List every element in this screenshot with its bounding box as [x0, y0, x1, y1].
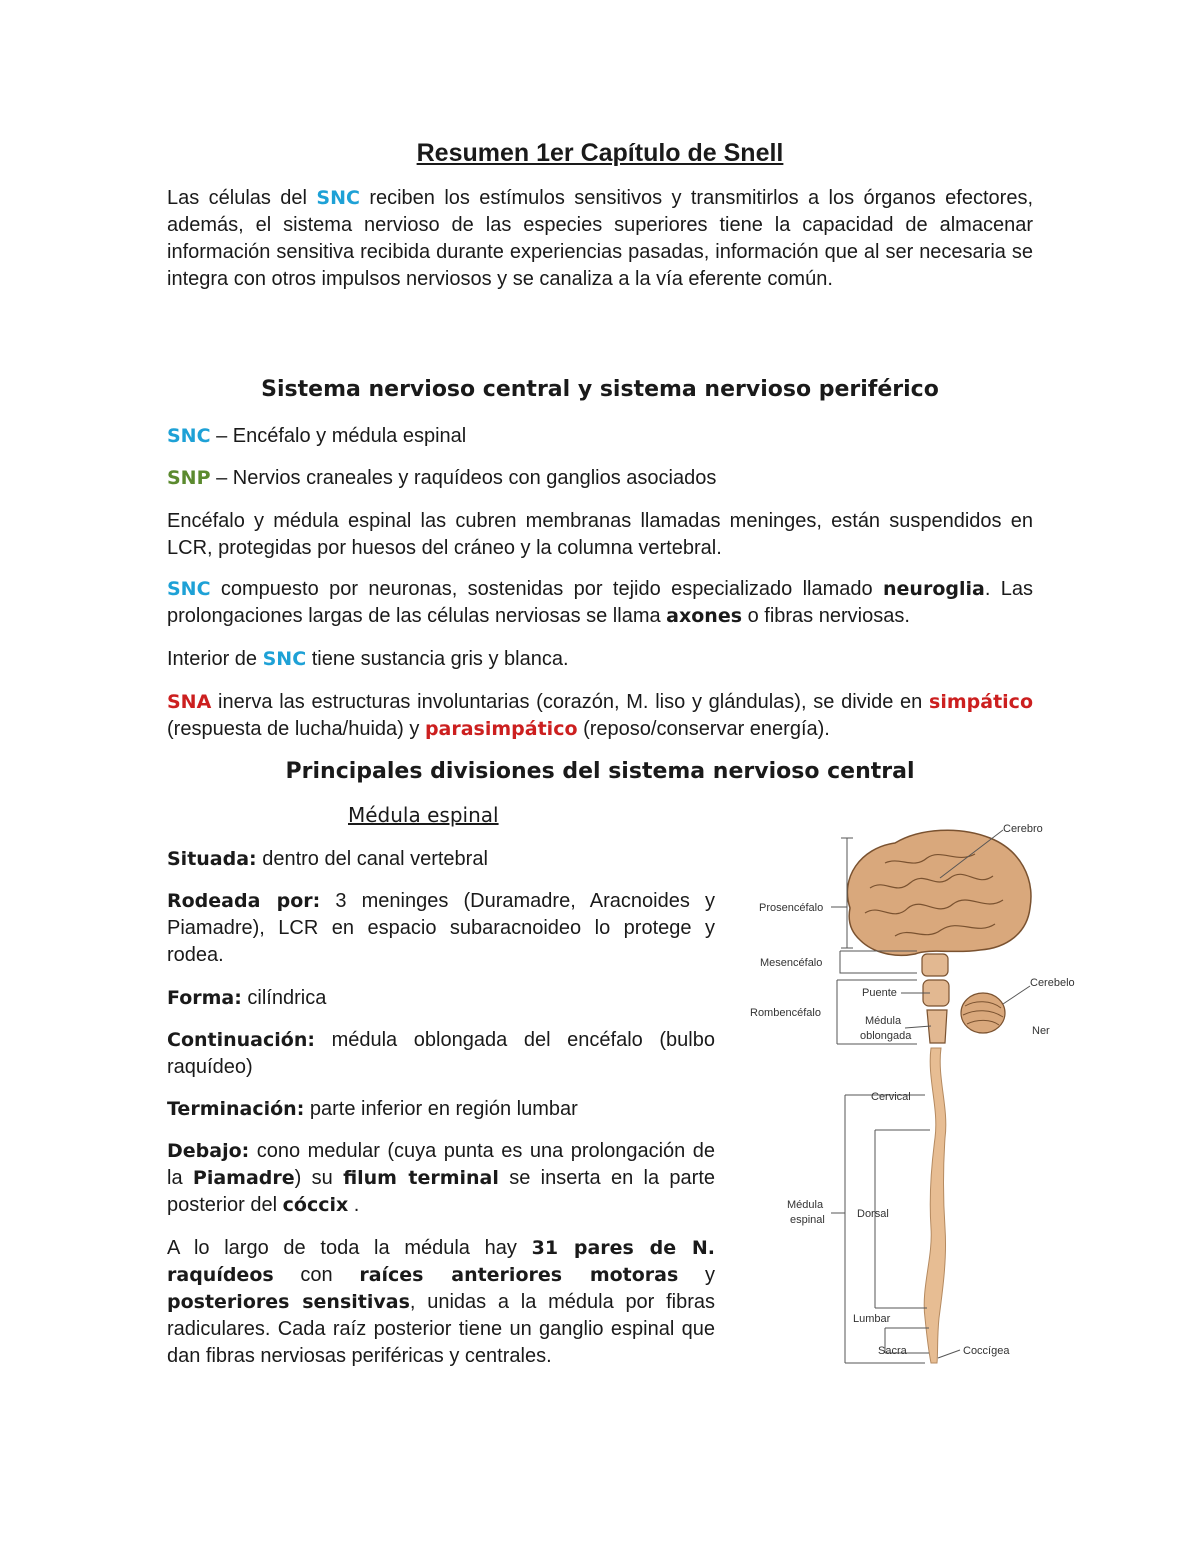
snp-line [167, 465, 1033, 492]
meninges-paragraph: Encéfalo y médula espinal las cubren membranas llamadas meninges, están suspendidos en LCR, protegidas por huesos del cráneo y la columna vertebral. [167, 510, 1033, 559]
situada-text: dentro del canal vertebral [256, 848, 488, 870]
medula-subheading: Médula espinal [348, 803, 499, 827]
pares-paragraph [167, 1235, 715, 1370]
snc-term: SNC [316, 187, 360, 209]
label-puente: Puente [862, 987, 897, 999]
debajo-text-b: ) su [294, 1167, 344, 1189]
debajo-text-a: cono medular (cuya punta es una prolongación de la [167, 1140, 715, 1189]
neuroglia-paragraph [167, 576, 1033, 630]
mesencephalon-illustration [922, 954, 948, 976]
axones-term: axones [666, 605, 743, 627]
anteriores-term: raíces anteriores motoras [359, 1264, 679, 1286]
label-cerebro: Cerebro [1003, 823, 1043, 835]
forma-label: Forma: [167, 987, 242, 1009]
leader-cerebelo [1003, 986, 1030, 1004]
rodeada-text: 3 meninges (Duramadre, Aracnoides y Piamadre), LCR en espacio subaracnoideo lo protege y rodea. [167, 890, 715, 966]
interior-post: tiene sustancia gris y blanca. [306, 648, 569, 670]
pares-term: 31 pares de N. raquídeos [167, 1237, 715, 1286]
sna-term: SNA [167, 691, 212, 713]
parasimpatico-term: parasimpático [424, 718, 578, 740]
snc-line-text: – Encéfalo y médula espinal [210, 425, 467, 447]
filum-term: filum terminal [343, 1167, 499, 1189]
page-title: Resumen 1er Capítulo de Snell [416, 139, 784, 167]
spinal-cord-illustration [924, 1048, 946, 1363]
neuroglia-text-c: o fibras nerviosas. [742, 605, 910, 627]
debajo-label: Debajo: [167, 1140, 250, 1162]
terminacion-line [167, 1096, 715, 1123]
forma-text: cilíndrica [241, 987, 327, 1009]
label-sacra: Sacra [878, 1345, 907, 1357]
label-medula-oblongada-1: Médula [865, 1015, 902, 1027]
neuroglia-term: neuroglia [883, 578, 985, 600]
intro-paragraph [167, 185, 1033, 293]
simpatico-term: simpático [929, 691, 1033, 713]
label-mesencefalo: Mesencéfalo [760, 957, 823, 969]
label-lumbar: Lumbar [853, 1313, 891, 1325]
neuroglia-text-b: . Las prolongaciones largas de las células nerviosas se llama [167, 578, 1033, 627]
section1-heading: Sistema nervioso central y sistema nervioso periférico [261, 377, 939, 402]
forma-line [167, 985, 715, 1012]
situada-line [167, 846, 715, 873]
debajo-text-c: se inserta en la parte posterior del [167, 1167, 716, 1216]
label-medula-espinal-1: Médula [787, 1199, 824, 1211]
pares-text-b: con [273, 1264, 360, 1286]
leader-medula-oblongada [905, 1026, 931, 1028]
brain-illustration [847, 830, 1031, 955]
cns-divisions-figure [745, 808, 1085, 1373]
label-ner: Ner [1032, 1025, 1050, 1037]
sna-text-b: (respuesta de lucha/huida) y [167, 718, 425, 740]
label-medula-oblongada-2: oblongada [860, 1030, 912, 1042]
rodeada-label: Rodeada por: [167, 890, 321, 912]
label-dorsal: Dorsal [857, 1208, 889, 1220]
interior-line [167, 646, 1033, 673]
label-rombencefalo: Rombencéfalo [750, 1007, 821, 1019]
situada-label: Situada: [167, 848, 257, 870]
continuacion-paragraph [167, 1027, 715, 1081]
leader-coccigea [938, 1350, 960, 1358]
label-medula-espinal-2: espinal [790, 1214, 825, 1226]
sna-text-c: (reposo/conservar energía). [577, 718, 830, 740]
debajo-paragraph [167, 1138, 715, 1219]
pares-text-a: A lo largo de toda la médula hay [167, 1237, 532, 1259]
continuacion-label: Continuación: [167, 1029, 315, 1051]
pares-text-d: , unidas a la médula por fibras radiculares. Cada raíz posterior tiene un ganglio espinal que dan fibras nerviosas periféricas y centrales. [167, 1291, 716, 1367]
snc-line [167, 423, 1033, 450]
continuacion-text: médula oblongada del encéfalo (bulbo raquídeo) [167, 1029, 715, 1078]
terminacion-label: Terminación: [167, 1098, 305, 1120]
terminacion-text: parte inferior en región lumbar [304, 1098, 578, 1120]
label-prosencefalo: Prosencéfalo [759, 902, 824, 914]
section2-heading: Principales divisiones del sistema nervioso central [285, 759, 915, 784]
snc-term: SNC [167, 578, 211, 600]
label-coccigea: Coccígea [963, 1345, 1010, 1357]
label-cervical: Cervical [871, 1091, 911, 1103]
snc-term: SNC [167, 425, 211, 447]
debajo-text-d: . [348, 1194, 360, 1216]
snp-term: SNP [167, 467, 211, 489]
intro-post: reciben los estímulos sensitivos y transmitirlos a los órganos efectores, además, el sistema nervioso de las especies superiores tiene la capacidad de almacenar información sensitiva recibida durante experiencias pasadas, información que al ser necesaria se integra con otros impulsos nerviosos y se canaliza a la vía eferente común. [167, 187, 1034, 290]
snc-term: SNC [262, 648, 307, 670]
coccix-term: cóccix [282, 1194, 349, 1216]
posteriores-term: posteriores sensitivas [167, 1291, 410, 1313]
piamadre-term: Piamadre [192, 1167, 295, 1189]
neuroglia-text-a: compuesto por neuronas, sostenidas por tejido especializado llamado [210, 578, 884, 600]
pares-text-c: y [678, 1264, 716, 1286]
label-cerebelo: Cerebelo [1030, 977, 1075, 989]
rodeada-paragraph [167, 888, 715, 969]
intro-pre: Las células del [167, 187, 307, 209]
sna-paragraph [167, 689, 1033, 743]
interior-pre: Interior de [167, 648, 263, 670]
snp-line-text: – Nervios craneales y raquídeos con ganglios asociados [210, 467, 717, 489]
sna-text-a: inerva las estructuras involuntarias (corazón, M. liso y glándulas), se divide en [211, 691, 930, 713]
